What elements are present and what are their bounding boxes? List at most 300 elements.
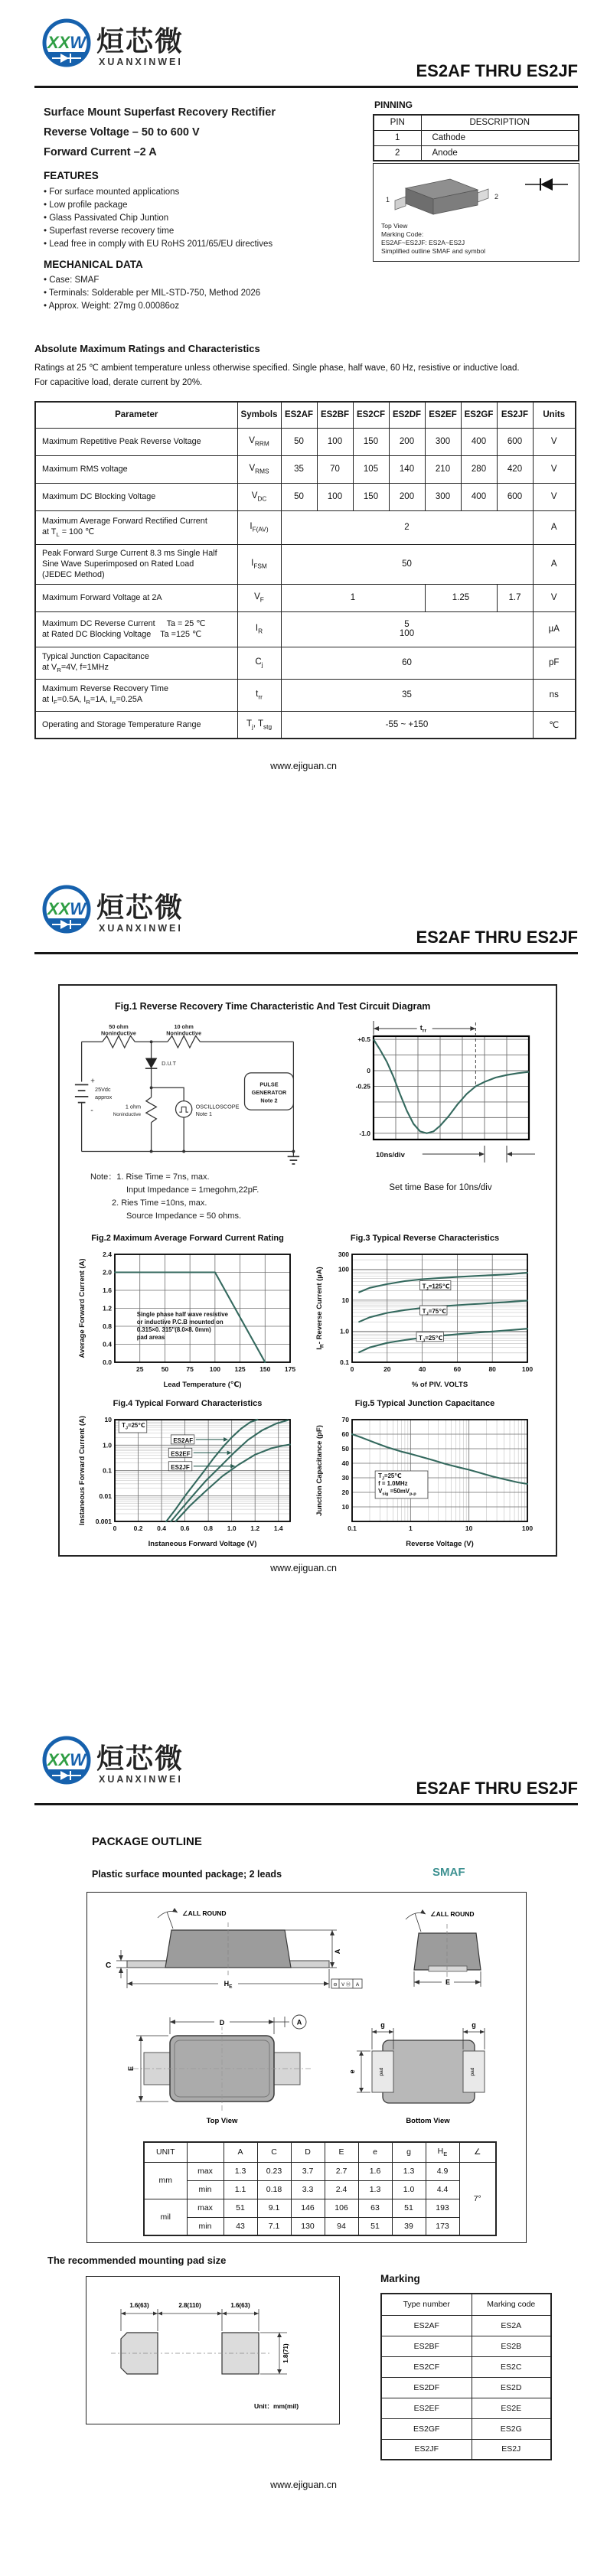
dut-label: D.U.T: [162, 1060, 177, 1068]
svg-text:Junction Capacitance (pF): Junction Capacitance (pF): [315, 1425, 324, 1516]
allround-label: ∠ALL ROUND: [182, 1909, 227, 1917]
svg-text:ES2AF: ES2AF: [173, 1436, 194, 1444]
dimensions-unit-table: [143, 2141, 497, 2236]
svg-text:Single phase half wave resisti: Single phase half wave resistive: [136, 1311, 228, 1319]
value-cell: 50: [281, 544, 533, 584]
symbol-cell: $t_{rr}$: [237, 679, 281, 711]
unit-header-cell: ∠: [459, 2142, 496, 2162]
allround-label: ∠ALL ROUND: [430, 1910, 475, 1918]
fig1-note-line: 2. Ries Time =10ns, max.: [112, 1198, 207, 1208]
svg-text:1.0: 1.0: [227, 1524, 237, 1532]
svg-text:0.8: 0.8: [204, 1524, 214, 1532]
page-title: ES2AF THRU ES2JF: [416, 61, 578, 80]
dimension-value-cell: 94: [325, 2217, 358, 2235]
table-row: [374, 130, 579, 145]
package-name: SMAF: [432, 1866, 465, 1879]
bullet-icon: •: [44, 214, 50, 223]
battery-voltage-label: 25Vdc: [95, 1086, 111, 1094]
svg-text:1.0: 1.0: [340, 1327, 349, 1335]
feature-item: • Low profile package: [44, 201, 128, 210]
minmax-cell: min: [187, 2180, 224, 2199]
value-cell: 100: [317, 428, 353, 455]
package-caption-line: Simplified outline SMAF and symbol: [381, 247, 486, 255]
package-caption: [381, 222, 485, 256]
fig3-title: Fig.3 Typical Reverse Characteristics: [350, 1234, 500, 1243]
svg-text:Vsig =50mVp-p: $V_{sig} =50mV_{p-p}$: [378, 1488, 416, 1497]
pulse-generator-label-1: PULSE: [259, 1081, 279, 1088]
value-cell: 600: [497, 428, 533, 455]
unit-cell: mil: [144, 2199, 187, 2235]
symbol-cell: $V_{RRM}$: [237, 428, 281, 455]
unit-cell: mm: [144, 2162, 187, 2199]
package-caption-line: ES2AF~ES2JF: ES2A~ES2J: [381, 239, 465, 246]
dimension-value-cell: 0.23: [257, 2162, 291, 2180]
svg-text:pad areas: pad areas: [136, 1334, 165, 1342]
product-summary: [44, 103, 276, 162]
unit-cell: ns: [533, 679, 576, 711]
svg-text:IR- Reverse Current (µA): $I_R-$ Reverse Current (µA): [315, 1267, 325, 1350]
svg-text:XXW: XXW: [47, 899, 86, 918]
pad-label: pad: [470, 2067, 475, 2076]
dimension-value-cell: 51: [392, 2199, 426, 2217]
value-cell: 1.7: [497, 584, 533, 611]
dimension-value-cell: 1.6: [358, 2162, 392, 2180]
symbol-cell: $I_{F(AV)}$: [237, 510, 281, 544]
table-row: [374, 145, 579, 161]
pin-2-label: 2: [494, 193, 499, 201]
symbol-cell: $V_{DC}$: [237, 483, 281, 510]
table-row: [35, 679, 576, 711]
features-list: [44, 186, 272, 251]
table-row: [381, 2294, 551, 2315]
mechanical-data-list: [44, 274, 260, 313]
dimension-value-cell: 0.18: [257, 2180, 291, 2199]
dimension-value-cell: 43: [224, 2217, 257, 2235]
product-summary-line: Forward Current –2 A: [44, 146, 157, 158]
svg-text:ES2EF: ES2EF: [171, 1450, 191, 1458]
svg-text:100: 100: [521, 1365, 534, 1373]
brand-name-zh: 烜芯微: [96, 25, 184, 57]
marking-header-cell: Type number: [381, 2294, 472, 2315]
r2-type-label: Noninductive: [166, 1029, 202, 1037]
r3-type-label: Noninductive: [113, 1112, 142, 1118]
package-outline-heading: PACKAGE OUTLINE: [92, 1835, 202, 1848]
table-row: [381, 2356, 551, 2377]
ratings-header-cell: ES2EF: [425, 402, 461, 428]
table-row: [35, 483, 576, 510]
dim-E-label: E: [127, 2066, 135, 2072]
svg-text:TJ=75℃: $T_J=75℃$: [422, 1308, 446, 1317]
dim-C-label: C: [106, 1961, 112, 1970]
oscilloscope-note-label: Note 1: [195, 1110, 213, 1118]
svg-text:2.0: 2.0: [103, 1268, 112, 1277]
footer-url: www.ejiguan.cn: [270, 2480, 337, 2490]
svg-text:0.4: 0.4: [157, 1524, 166, 1532]
dimension-value-cell: 146: [291, 2199, 325, 2217]
dimension-value-cell: 193: [426, 2199, 459, 2217]
ratings-header-cell: Parameter: [35, 402, 237, 428]
table-row: [35, 455, 576, 483]
table-row: [374, 115, 579, 130]
pad-unit-label: Unit：mm(mil): [253, 2402, 299, 2410]
value-cell: 400: [461, 428, 497, 455]
angle-value-cell: 7°: [459, 2162, 496, 2235]
package-front-view: [98, 1903, 366, 1998]
svg-text:0.315×0. 315"(8.0×8. 0mm): 0.315×0. 315"(8.0×8. 0mm): [136, 1326, 211, 1334]
fig4-title: Fig.4 Typical Forward Characteristics: [113, 1399, 263, 1408]
dimension-value-cell: 1.3: [358, 2180, 392, 2199]
svg-text:TJ=25℃: $T_J=25℃$: [419, 1334, 443, 1344]
header-rule: [34, 952, 578, 954]
svg-text:50: 50: [161, 1365, 169, 1373]
table-row: [144, 2162, 496, 2180]
svg-text:10ns/div: 10ns/div: [375, 1151, 405, 1159]
unit-header-cell: $H_E$: [426, 2142, 459, 2162]
dimension-value-cell: 39: [392, 2217, 426, 2235]
svg-text:XXW: XXW: [47, 1750, 86, 1769]
feature-item: • Glass Passivated Chip Juntion: [44, 214, 169, 223]
bullet-icon: •: [44, 240, 50, 249]
brand-logo-icon: [42, 885, 91, 934]
table-row: [381, 2315, 551, 2336]
svg-text:10: 10: [341, 1503, 349, 1511]
parameter-cell: Peak Forward Surge Current 8.3 ms Single Half Sine Wave Superimposed on Rated Load (JEDEC Method): [35, 544, 237, 584]
pin-1-label: 1: [386, 196, 390, 204]
dim-A-label: A: [334, 1948, 341, 1955]
value-cell: 400: [461, 483, 497, 510]
table-row: [35, 711, 576, 739]
bottom-view-caption: Bottom View: [406, 2117, 450, 2125]
svg-text:2.4: 2.4: [103, 1251, 112, 1258]
package-end-view: [377, 1903, 518, 1998]
brand-name-zh: 烜芯微: [96, 892, 184, 923]
marking-header-cell: Marking code: [472, 2294, 551, 2315]
value-cell: 280: [461, 455, 497, 483]
dimension-value-cell: 9.1: [257, 2199, 291, 2217]
svg-text:0.1: 0.1: [348, 1524, 357, 1532]
marking-code-cell: ES2J: [472, 2439, 551, 2460]
svg-text:10: 10: [465, 1524, 473, 1532]
dim-e-label: e: [348, 2069, 356, 2074]
package-caption-line: Marking Code:: [381, 230, 424, 238]
table-row: [35, 647, 576, 679]
table-row: [381, 2418, 551, 2439]
fig5-title: Fig.5 Typical Junction Capacitance: [354, 1399, 495, 1408]
brand-name-en: XUANXINWEI: [99, 57, 183, 67]
marking-code-cell: ES2A: [472, 2315, 551, 2336]
pinning-table: [373, 114, 579, 161]
dimension-value-cell: 2.4: [325, 2180, 358, 2199]
r3-value-label: 1 ohm: [125, 1103, 142, 1110]
mechanical-data-heading: MECHANICAL DATA: [44, 259, 143, 270]
table-row: [35, 544, 576, 584]
svg-text:0.6: 0.6: [180, 1524, 190, 1532]
svg-text:Reverse Voltage (V): Reverse Voltage (V): [406, 1540, 474, 1548]
fig3-chart: [314, 1249, 536, 1391]
table-row: [381, 2377, 551, 2398]
dimension-value-cell: 63: [358, 2199, 392, 2217]
table-row: [144, 2180, 496, 2199]
svg-text:V Ⓜ: V Ⓜ: [341, 1983, 351, 1987]
parameter-cell: Operating and Storage Temperature Range: [35, 711, 237, 739]
ratings-note-2: For capacitive load, derate current by 20%.: [34, 378, 203, 387]
dimension-value-cell: 1.3: [224, 2162, 257, 2180]
value-cell: 5 100: [281, 611, 533, 647]
svg-text:Average Forward Current (A): Average Forward Current (A): [78, 1258, 86, 1358]
svg-text:125: 125: [234, 1365, 246, 1373]
product-summary-line: Reverse Voltage – 50 to 600 V: [44, 126, 200, 139]
svg-text:0.4: 0.4: [103, 1340, 112, 1348]
bullet-icon: •: [44, 302, 49, 311]
svg-text:300: 300: [338, 1251, 349, 1258]
dimension-value-cell: 2.7: [325, 2162, 358, 2180]
marking-code-cell: ES2D: [472, 2377, 551, 2398]
marking-code-cell: ES2G: [472, 2418, 551, 2439]
r2-value-label: 10 ohm: [174, 1022, 194, 1030]
pad-dim-left: 1.6(63): [129, 2302, 149, 2309]
parameter-cell: Maximum Forward Voltage at 2A: [35, 584, 237, 611]
product-summary-line: Surface Mount Superfast Recovery Rectifier: [44, 106, 276, 119]
parameter-cell: Maximum DC Reverse Current Ta = 25 ℃ at Rated DC Blocking Voltage Ta =125 ℃: [35, 611, 237, 647]
dimension-value-cell: 4.4: [426, 2180, 459, 2199]
pulse-generator-label-2: GENERATOR: [251, 1088, 287, 1096]
value-cell: 300: [425, 483, 461, 510]
svg-text:100: 100: [338, 1265, 349, 1273]
mounting-pad-heading: The recommended mounting pad size: [47, 2255, 227, 2266]
package-top-view: [115, 2007, 329, 2129]
bullet-icon: •: [44, 289, 50, 298]
series-ES2JF: [175, 1445, 290, 1522]
svg-text:1: 1: [408, 1524, 413, 1532]
ratings-header-cell: ES2GF: [461, 402, 497, 428]
value-cell: 70: [317, 455, 353, 483]
dimension-value-cell: 3.3: [291, 2180, 325, 2199]
absolute-maximum-ratings-table: [34, 401, 576, 739]
mechanical-data-item: • Terminals: Solderable per MIL-STD-750, Method 2026: [44, 289, 261, 298]
dim-g-label: g: [380, 2021, 385, 2029]
svg-text:30: 30: [341, 1474, 349, 1482]
symbol-cell: $T_j$, $T_{stg}$: [237, 711, 281, 739]
svg-text:TJ=125℃: $T_J=125℃$: [422, 1283, 450, 1293]
dimension-value-cell: 1.1: [224, 2180, 257, 2199]
pinning-heading: PINNING: [374, 99, 413, 110]
diode-symbol-icon: [523, 176, 570, 193]
value-cell: 35: [281, 679, 533, 711]
minmax-cell: max: [187, 2199, 224, 2217]
fig1-note-line: Note：1. Rise Time = 7ns, max.: [90, 1172, 210, 1182]
svg-text:10: 10: [341, 1296, 349, 1304]
fig1-note-line: Input Impedance = 1megohm,22pF.: [126, 1185, 259, 1195]
svg-text:10: 10: [104, 1416, 112, 1423]
value-cell: 150: [353, 483, 389, 510]
dim-E-label: E: [445, 1978, 451, 1986]
type-number-cell: ES2AF: [381, 2315, 472, 2336]
pulse-generator-label-3: Note 2: [260, 1097, 278, 1104]
bullet-icon: •: [44, 276, 50, 285]
header-rule: [34, 1803, 578, 1805]
dim-g-label: g: [472, 2021, 476, 2029]
svg-text:20: 20: [341, 1489, 349, 1496]
table-row: [144, 2217, 496, 2235]
value-cell: 140: [389, 455, 425, 483]
oscilloscope-label: OSCILLOSCOPE: [195, 1103, 240, 1110]
mechanical-data-item: • Case: SMAF: [44, 276, 100, 285]
marking-code-cell: ES2C: [472, 2356, 551, 2377]
svg-text:0.8: 0.8: [103, 1322, 112, 1330]
svg-text:1.4: 1.4: [273, 1524, 283, 1532]
datum-A-label: A: [296, 2018, 302, 2027]
page-title: ES2AF THRU ES2JF: [416, 928, 578, 947]
ratings-header-cell: ES2DF: [389, 402, 425, 428]
fig1-notes: [90, 1171, 259, 1223]
value-cell: -55 ~ +150: [281, 711, 533, 739]
svg-text:trr: $t_{rr}$: [419, 1024, 427, 1034]
dim-D-label: D: [219, 2019, 225, 2027]
footer-url: www.ejiguan.cn: [270, 1563, 337, 1573]
symbol-cell: $I_{FSM}$: [237, 544, 281, 584]
ratings-header-cell: Units: [533, 402, 576, 428]
marking-heading: Marking: [380, 2273, 420, 2284]
package-caption-line: Top View: [381, 222, 408, 230]
table-row: [381, 2336, 551, 2356]
table-row: [144, 2199, 496, 2217]
table-row: [381, 2439, 551, 2460]
unit-cell: µA: [533, 611, 576, 647]
value-cell: 50: [281, 428, 317, 455]
svg-text:ES2JF: ES2JF: [171, 1463, 190, 1471]
parameter-cell: Maximum DC Blocking Voltage: [35, 483, 237, 510]
svg-text:0: 0: [350, 1365, 354, 1373]
svg-text:100: 100: [521, 1524, 534, 1532]
svg-text:0.001: 0.001: [95, 1518, 112, 1525]
test-circuit-schematic: [73, 1019, 302, 1168]
svg-text:Instaneous Forward Current (A): Instaneous Forward Current (A): [78, 1415, 86, 1526]
svg-text:50: 50: [341, 1445, 349, 1453]
reverse-recovery-waveform-chart: [343, 1015, 538, 1179]
package-subheading: Plastic surface mounted package; 2 leads: [92, 1869, 282, 1880]
svg-text:40: 40: [341, 1459, 349, 1467]
type-number-cell: ES2JF: [381, 2439, 472, 2460]
symbol-cell: $V_F$: [237, 584, 281, 611]
unit-cell: A: [533, 510, 576, 544]
svg-text:60: 60: [453, 1365, 462, 1373]
unit-cell: A: [533, 544, 576, 584]
mounting-pad-box: [86, 2276, 340, 2424]
table-row: [144, 2142, 496, 2162]
pad-dim-mid: 2.8(110): [178, 2302, 201, 2309]
value-cell: 1: [281, 584, 425, 611]
svg-text:Instaneous Forward Voltage (V): Instaneous Forward Voltage (V): [148, 1540, 257, 1548]
svg-text:100: 100: [209, 1365, 220, 1373]
unit-header-cell: [187, 2142, 224, 2162]
tolerance-box: [331, 1979, 362, 1988]
value-cell: 105: [353, 455, 389, 483]
dimension-value-cell: 173: [426, 2217, 459, 2235]
svg-text:0.1: 0.1: [340, 1358, 349, 1366]
value-cell: 210: [425, 455, 461, 483]
smaf-package-3d-icon: [380, 170, 510, 220]
svg-text:XXW: XXW: [47, 33, 86, 52]
value-cell: 35: [281, 455, 317, 483]
unit-cell: V: [533, 428, 576, 455]
fig2-title: Fig.2 Maximum Average Forward Current Rating: [91, 1234, 284, 1243]
brand-logo-icon: [42, 1736, 91, 1785]
svg-text:-1.0: -1.0: [359, 1129, 370, 1137]
brand-name-en: XUANXINWEI: [99, 1774, 183, 1785]
svg-text:1.6: 1.6: [103, 1286, 112, 1294]
type-number-cell: ES2EF: [381, 2398, 472, 2418]
minmax-cell: min: [187, 2217, 224, 2235]
dim-HE-label: $H_E$: [224, 1980, 233, 1990]
dimension-value-cell: 51: [358, 2217, 392, 2235]
abs-max-ratings-heading: Absolute Maximum Ratings and Characteristics: [34, 343, 260, 354]
symbol-cell: $I_R$: [237, 611, 281, 647]
dimension-value-cell: 130: [291, 2217, 325, 2235]
svg-text:150: 150: [259, 1365, 271, 1373]
svg-text:A: A: [355, 1982, 360, 1987]
value-cell: 600: [497, 483, 533, 510]
svg-text:-0.25: -0.25: [355, 1082, 370, 1091]
pad-dim-right: 1.6(63): [230, 2302, 250, 2309]
value-cell: 200: [389, 428, 425, 455]
table-row: [35, 611, 576, 647]
ratings-header-cell: ES2AF: [281, 402, 317, 428]
pinning-header-cell: DESCRIPTION: [421, 115, 579, 130]
unit-cell: V: [533, 584, 576, 611]
svg-text:25: 25: [135, 1365, 144, 1373]
table-row: [35, 428, 576, 455]
dimension-value-cell: 106: [325, 2199, 358, 2217]
svg-text:0: 0: [113, 1524, 117, 1532]
type-number-cell: ES2DF: [381, 2377, 472, 2398]
type-number-cell: ES2BF: [381, 2336, 472, 2356]
bullet-icon: •: [44, 187, 50, 197]
ratings-note-1: Ratings at 25 ℃ ambient temperature unless otherwise specified. Single phase, half wave, 60 Hz, resistive or inductive load.: [34, 364, 520, 373]
unit-header-cell: e: [358, 2142, 392, 2162]
dimension-value-cell: 3.7: [291, 2162, 325, 2180]
table-row: [35, 402, 576, 428]
svg-text:0: 0: [367, 1067, 370, 1074]
r1-type-label: Noninductive: [101, 1029, 136, 1037]
table-row: [381, 2398, 551, 2418]
svg-text:+0.5: +0.5: [357, 1035, 370, 1044]
value-cell: 150: [353, 428, 389, 455]
unit-header-cell: A: [224, 2142, 257, 2162]
page-title: ES2AF THRU ES2JF: [416, 1779, 578, 1798]
svg-text:20: 20: [383, 1365, 391, 1373]
fig4-chart: [77, 1414, 299, 1550]
svg-text:40: 40: [418, 1365, 426, 1373]
value-cell: 200: [389, 483, 425, 510]
pin-description: Cathode: [421, 130, 579, 145]
ratings-header-cell: ES2CF: [353, 402, 389, 428]
type-number-cell: ES2GF: [381, 2418, 472, 2439]
parameter-cell: Maximum Average Forward Rectified Current at $T_L = 100$ ℃: [35, 510, 237, 544]
svg-text:Lead Temperature (℃): Lead Temperature (℃): [163, 1381, 242, 1389]
pad-label: pad: [379, 2067, 384, 2076]
pinning-header-cell: PIN: [374, 115, 421, 130]
svg-text:1.2: 1.2: [250, 1524, 260, 1532]
unit-header-cell: C: [257, 2142, 291, 2162]
fig1-note-line: Source Impedance = 50 ohms.: [126, 1211, 242, 1221]
dimension-value-cell: 1.3: [392, 2162, 426, 2180]
parameter-cell: Maximum Reverse Recovery Time at $I_F=0.5A$, $I_R=1A$, $I_{rr}=0.25A$: [35, 679, 237, 711]
ratings-header-cell: Symbols: [237, 402, 281, 428]
package-bottom-view: [346, 2007, 511, 2129]
svg-text:TJ=25℃: $T_J=25℃$: [378, 1472, 402, 1482]
svg-text:80: 80: [488, 1365, 496, 1373]
unit-cell: ℃: [533, 711, 576, 739]
